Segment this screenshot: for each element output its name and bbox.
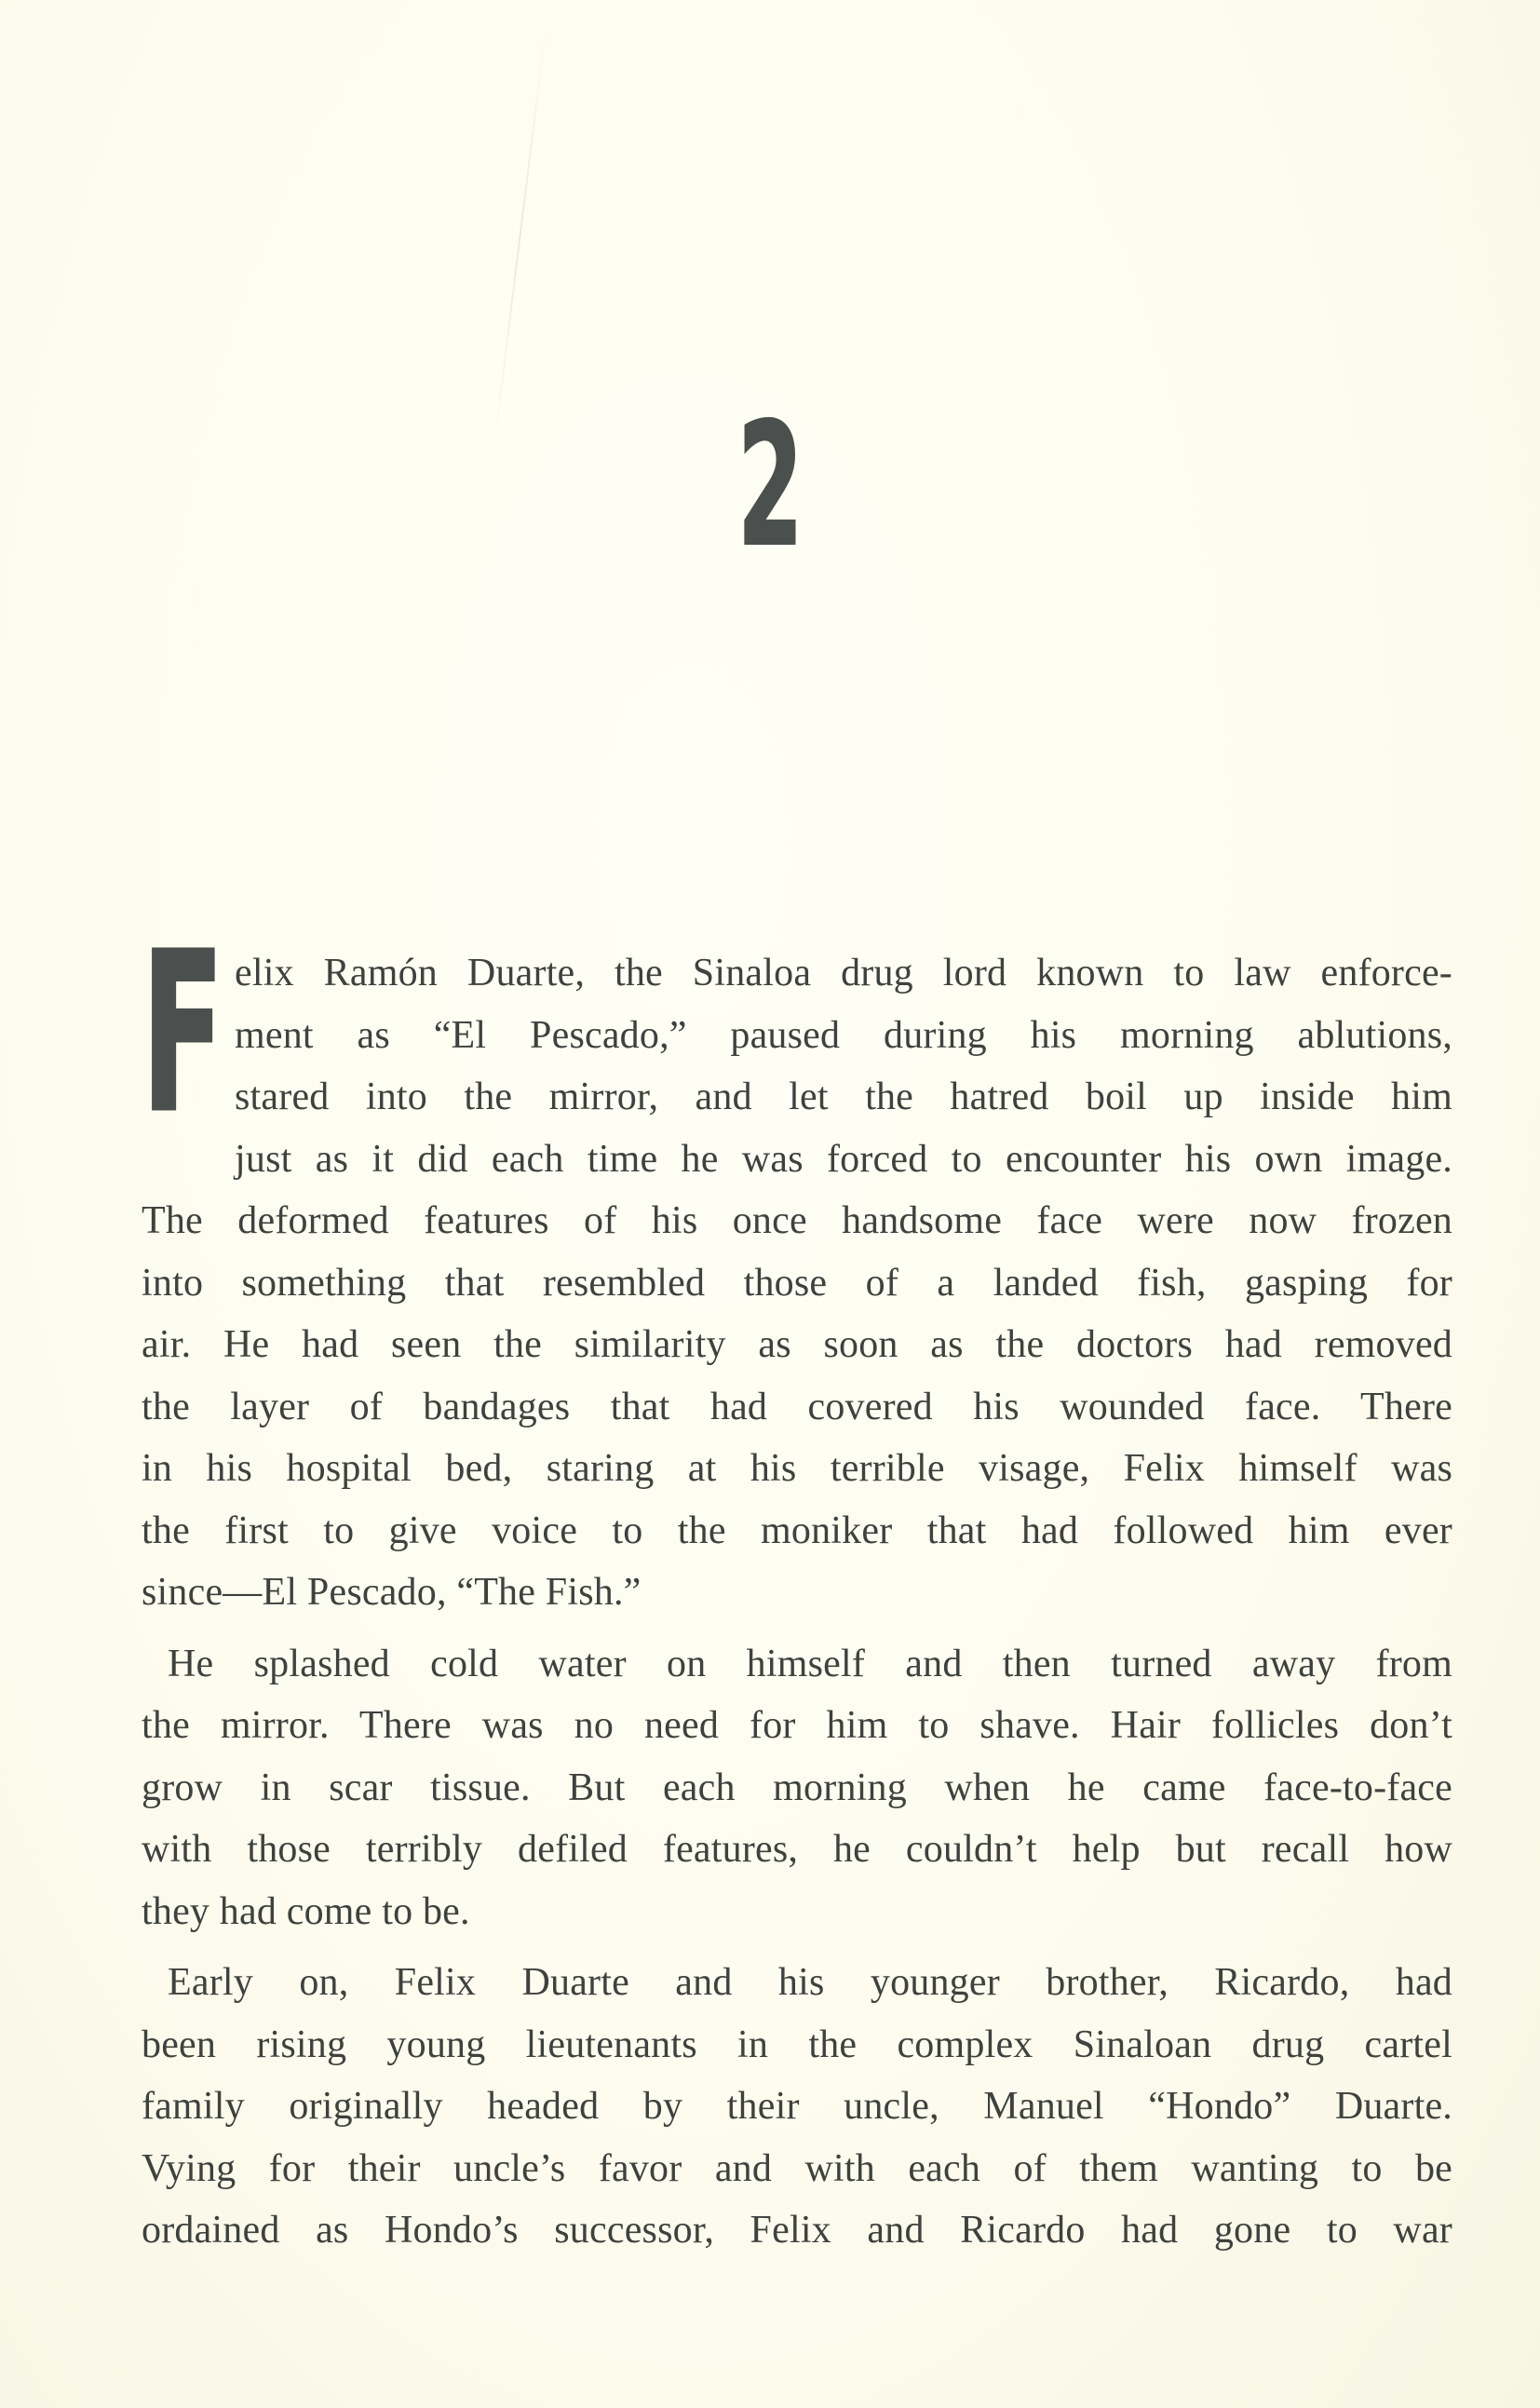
- text-line: Early on, Felix Duarte and his younger brother, Ricardo, had: [168, 1961, 1452, 2004]
- paragraph: [142, 905, 1452, 1624]
- drop-cap-letter: F: [142, 905, 224, 1161]
- text-line: just as it did each time he was forced to encounter his own image.: [235, 1137, 1452, 1181]
- text-line: stared into the mirror, and let the hatred boil up inside him: [235, 1075, 1452, 1118]
- text-line: they had come to be.: [142, 1889, 470, 1933]
- drop-cap: [142, 905, 224, 1161]
- text-line: family originally headed by their uncle, Manuel “Hondo” Duarte.: [142, 2085, 1452, 2128]
- text-line: ordained as Hondo’s successor, Felix and Ricardo had gone to war: [142, 2209, 1452, 2252]
- text-line: elix Ramón Duarte, the Sinaloa drug lord known to law enforce-: [235, 952, 1452, 994]
- text-line: He splashed cold water on himself and then turned away from: [168, 1642, 1452, 1685]
- text-line: since—El Pescado, “The Fish.”: [142, 1571, 642, 1614]
- text-line: with those terribly defiled features, he couldn’t help but recall how: [142, 1828, 1452, 1871]
- text-line: the layer of bandages that had covered his wounded face. There: [142, 1385, 1452, 1428]
- paragraph: [142, 1952, 1452, 2262]
- scan-crease: [493, 28, 547, 444]
- text-line: grow in scar tissue. But each morning when he came face-to-face: [142, 1765, 1452, 1809]
- chapter-number-text: 2: [736, 386, 804, 584]
- text-line: the mirror. There was no need for him to shave. Hair follicles don’t: [142, 1704, 1452, 1747]
- text-line: The deformed features of his once handsome face were now frozen: [142, 1199, 1452, 1242]
- text-line: the first to give voice to the moniker that had followed him ever: [142, 1508, 1452, 1552]
- text-line: Vying for their uncle’s favor and with each of them wanting to be: [142, 2146, 1452, 2190]
- text-line: been rising young lieutenants in the complex Sinaloan drug cartel: [142, 2022, 1452, 2066]
- text-line: into something that resembled those of a landed fish, gasping for: [142, 1261, 1452, 1305]
- page-body-text: [142, 905, 1452, 2262]
- text-line: air. He had seen the similarity as soon as the doctors had removed: [142, 1323, 1452, 1366]
- text-line: ment as “El Pescado,” paused during his morning ablutions,: [235, 1013, 1452, 1057]
- paragraph: [142, 1633, 1452, 1943]
- text-line: in his hospital bed, staring at his terrible visage, Felix himself was: [142, 1447, 1452, 1490]
- chapter-number: [0, 386, 1540, 584]
